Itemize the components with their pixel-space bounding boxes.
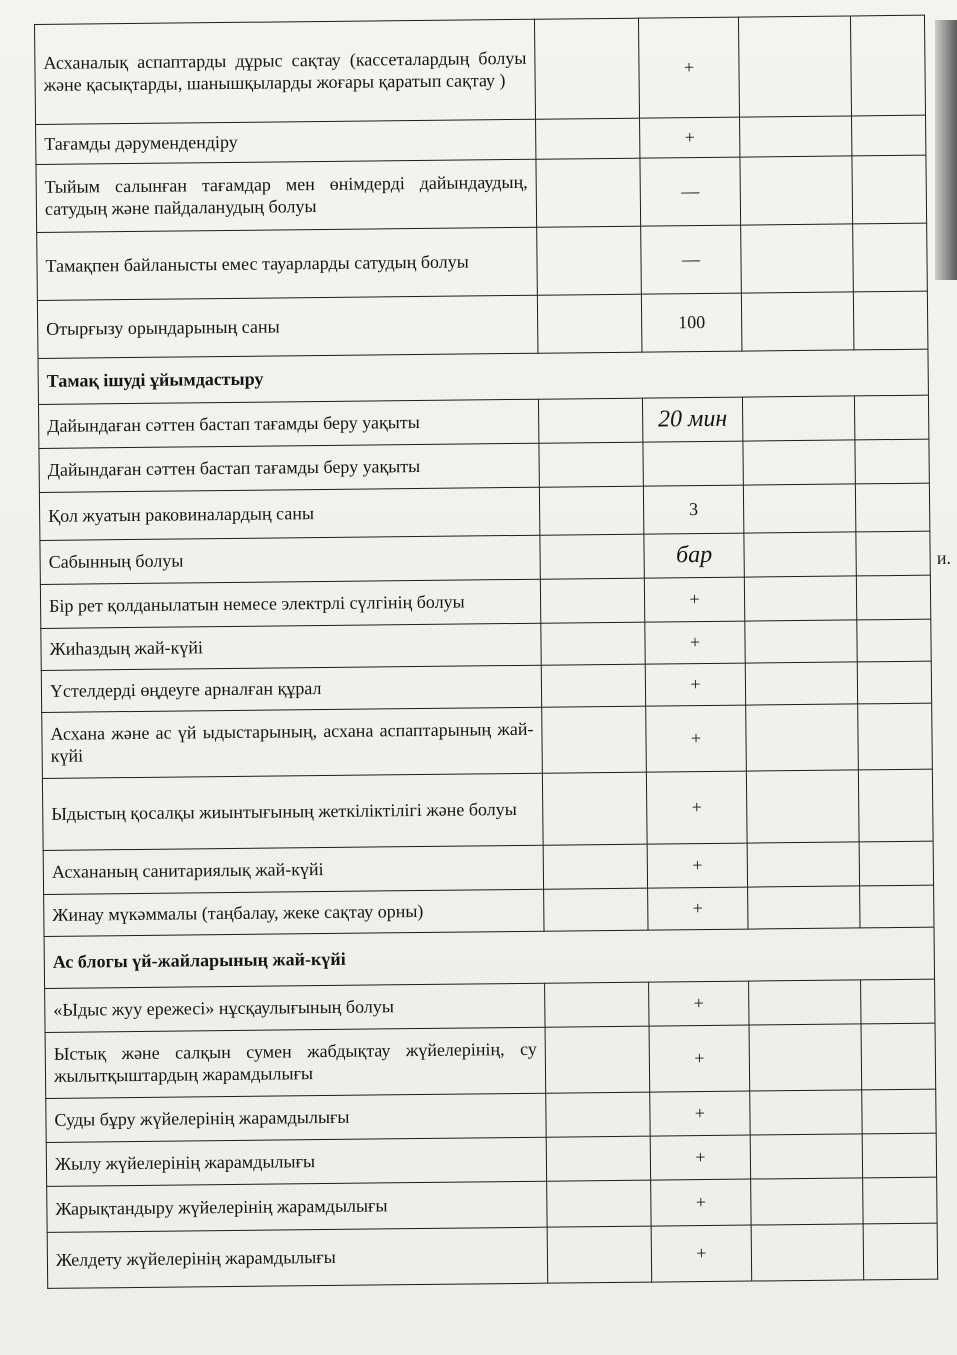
empty-cell (537, 226, 642, 295)
empty-cell (545, 1026, 650, 1093)
row-mark: + (649, 1025, 750, 1092)
row-mark: — (640, 157, 741, 226)
row-label: Дайындаған сәттен бастап тағамды беру уақыты (39, 443, 539, 492)
empty-cell (745, 620, 857, 663)
row-mark: + (650, 1135, 750, 1180)
empty-cell (850, 15, 925, 116)
empty-cell (744, 576, 856, 621)
empty-cell (746, 704, 859, 771)
empty-cell (540, 534, 644, 579)
row-label: Қол жуатын раковиналардың саны (39, 487, 539, 540)
empty-cell (543, 844, 647, 889)
empty-cell (539, 442, 643, 487)
row-label: Жарықтандыру жүйелерінің жарамдылығы (47, 1181, 547, 1232)
empty-cell (852, 155, 927, 224)
row-mark: + (651, 1179, 751, 1226)
row-label: Жиһаздың жай-күйі (41, 623, 541, 670)
row-mark: 20 мин (642, 397, 742, 442)
table-row (47, 1223, 938, 1288)
empty-cell (536, 118, 640, 159)
page-edge-shadow (935, 20, 957, 280)
empty-cell (540, 578, 644, 623)
row-mark: + (638, 17, 739, 118)
row-label: Тамақпен байланысты емес тауарларды сатудың болуы (37, 227, 538, 300)
row-mark: — (641, 225, 742, 294)
row-label: Үстелдерді өңдеуге арналған құрал (41, 665, 541, 712)
empty-cell (854, 395, 928, 440)
empty-cell (538, 398, 642, 443)
row-mark: + (648, 887, 748, 930)
row-mark: + (640, 117, 740, 158)
row-label: Асхана және ас үй ыдыстарының, асхана аспаптарының жай-күйі (42, 707, 543, 778)
row-label: Тыйым салынған тағамдар мен өнімдерді дайындаудың, сатудың және пайдаланудың болуы (36, 159, 537, 232)
empty-cell (738, 16, 851, 117)
empty-cell (861, 1023, 936, 1090)
empty-cell (856, 575, 930, 620)
empty-cell (853, 291, 928, 350)
table-row (35, 15, 926, 124)
row-label: Бір рет қолданылатын немесе электрлі сүлгінің болуы (40, 579, 540, 628)
table-row (37, 291, 928, 358)
empty-cell (741, 224, 854, 293)
empty-cell (859, 841, 933, 886)
empty-cell (741, 292, 854, 351)
empty-cell (751, 1178, 863, 1225)
empty-cell (743, 484, 855, 533)
empty-cell (544, 888, 648, 931)
row-label: Ыдыстың қосалқы жиынтығының жеткіліктілігі және болуы (42, 773, 543, 850)
table-row (42, 769, 933, 850)
row-mark: + (645, 663, 745, 706)
empty-cell (534, 18, 639, 119)
empty-cell (747, 842, 859, 887)
empty-cell (537, 294, 642, 353)
table-row (42, 703, 933, 778)
empty-cell (750, 1090, 862, 1135)
empty-cell (541, 622, 645, 665)
empty-cell (858, 703, 933, 770)
empty-cell (742, 396, 854, 441)
row-mark: + (647, 843, 747, 888)
empty-cell (746, 770, 859, 843)
inspection-checklist-table (34, 15, 938, 1289)
empty-cell (740, 116, 852, 157)
empty-cell (862, 1133, 936, 1178)
table-row (37, 223, 928, 300)
row-mark: + (646, 771, 747, 844)
row-label: Асхананың санитариялық жай-күйі (43, 845, 543, 894)
row-mark: 3 (643, 485, 743, 534)
empty-cell (857, 619, 931, 662)
row-mark (643, 441, 743, 486)
row-mark: + (649, 981, 749, 1026)
section-title: Тамақ ішуді ұйымдастыру (38, 349, 928, 404)
empty-cell (740, 156, 853, 225)
empty-cell (858, 769, 933, 842)
empty-cell (539, 486, 643, 535)
row-mark: + (644, 577, 744, 622)
empty-cell (863, 1177, 937, 1224)
empty-cell (743, 440, 855, 485)
empty-cell (547, 1180, 651, 1227)
row-mark: бар (644, 533, 744, 578)
empty-cell (745, 662, 857, 705)
table-row (36, 155, 927, 232)
empty-cell (856, 531, 930, 576)
row-label: Сабынның болуы (40, 535, 540, 584)
empty-cell (855, 439, 929, 484)
empty-cell (547, 1226, 652, 1283)
empty-cell (546, 1136, 650, 1181)
empty-cell (536, 158, 641, 227)
row-label: Асханалық аспаптарды дұрыс сақтау (кассеталардың болуы және қасықтарды, шанышқыларды жоғары қаратып сақтау ) (35, 19, 536, 124)
section-header-row (44, 927, 934, 988)
empty-cell (860, 885, 934, 928)
row-label: Желдету жүйелерінің жарамдылығы (47, 1227, 548, 1288)
empty-cell (855, 483, 929, 532)
checklist-body (35, 15, 938, 1288)
row-label: Ыстық және салқын сумен жабдықтау жүйелерінің, су жылытқыштардың жарамдылығы (45, 1027, 546, 1098)
empty-cell (542, 706, 647, 773)
row-label: Суды бұру жүйелерінің жарамдылығы (46, 1093, 546, 1142)
empty-cell (751, 1224, 864, 1281)
row-label: Тағамды дәрумендендіру (36, 119, 536, 164)
empty-cell (749, 980, 861, 1025)
empty-cell (861, 979, 935, 1024)
row-label: «Ыдыс жуу ережесі» нұсқаулығының болуы (45, 983, 545, 1032)
empty-cell (542, 772, 647, 845)
empty-cell (862, 1089, 936, 1134)
row-mark: 100 (641, 293, 742, 352)
page-edge-text: и. (936, 548, 951, 568)
empty-cell (857, 661, 931, 704)
row-label: Дайындаған сәттен бастап тағамды беру уақыты (38, 399, 538, 448)
table-row (45, 1023, 936, 1098)
empty-cell (749, 1024, 862, 1091)
empty-cell (744, 532, 856, 577)
row-mark: + (650, 1091, 750, 1136)
empty-cell (863, 1223, 938, 1280)
empty-cell (853, 223, 928, 292)
section-title: Ас блогы үй-жайларының жай-күйі (44, 927, 934, 988)
empty-cell (750, 1134, 862, 1179)
row-mark: + (646, 705, 747, 772)
empty-cell (546, 1092, 650, 1137)
empty-cell (541, 664, 645, 707)
row-mark: + (645, 621, 745, 664)
row-label: Жинау мүкәммалы (таңбалау, жеке сақтау орны) (44, 889, 544, 936)
empty-cell (852, 115, 926, 156)
row-label: Жылу жүйелерінің жарамдылығы (46, 1137, 546, 1186)
empty-cell (748, 886, 860, 929)
empty-cell (545, 982, 649, 1027)
row-mark: + (651, 1225, 752, 1282)
row-label: Отырғызу орындарының саны (37, 295, 538, 358)
